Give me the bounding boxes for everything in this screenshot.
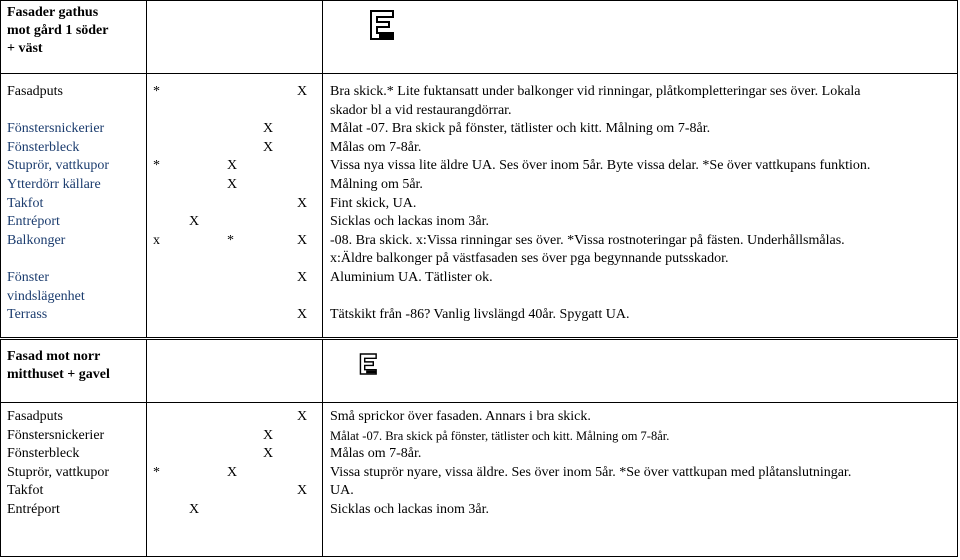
mark-asterisk: *: [153, 464, 160, 480]
row-label: Fönstersnickerier: [7, 427, 105, 443]
row-description: Vissa stuprör nyare, vissa äldre. Ses över inom 5år. *Se över vattkupan med plåtanslutningar.: [330, 464, 852, 480]
mark-x: X: [297, 232, 308, 248]
row-label: Stuprör, vattkupor: [7, 158, 110, 174]
table-row: [1, 213, 957, 231]
row-description: Målas om 7-8år.: [330, 139, 422, 155]
row-label: Fönsterbleck: [7, 139, 80, 155]
mark-x: X: [263, 121, 274, 137]
row-description: Fint skick, UA.: [330, 195, 417, 211]
facade-section-north: [0, 339, 958, 557]
row-label: Entréport: [7, 502, 60, 517]
section-heading: [7, 4, 137, 58]
table-row: [1, 232, 957, 250]
row-label: Entréport: [7, 214, 60, 230]
row-label: Stuprör, vattkupor: [7, 464, 110, 480]
row-label: Balkonger: [7, 232, 66, 248]
mark-x: X: [297, 409, 308, 424]
table-row: [1, 501, 957, 519]
row-description: UA.: [330, 483, 354, 499]
mark-x: X: [263, 446, 274, 462]
table-row: [1, 482, 957, 500]
heading-line: + väst: [7, 41, 43, 56]
row-description: Vissa nya vissa lite äldre UA. Ses över inom 5år. Byte vissa delar. *Se över vattkupans funktion.: [330, 158, 871, 174]
mark: X: [227, 464, 238, 480]
row-description: skador bl a vid restaurangdörrar.: [330, 102, 512, 118]
mark-x: X: [297, 84, 308, 99]
table-row: [1, 102, 957, 120]
mark-x: X: [189, 214, 200, 230]
row-description: Aluminium UA. Tätlister ok.: [330, 270, 493, 285]
row-label: vindslägenhet: [7, 288, 85, 304]
section-heading: [7, 348, 137, 384]
row-description: Bra skick.* Lite fuktansatt under balkonger vid rinningar, plåtkompletteringar ses över. Lokala: [330, 84, 861, 99]
document-logo-icon: [359, 352, 379, 376]
table-row: [1, 464, 957, 482]
mark-asterisk: *: [153, 158, 160, 174]
mark-x: X: [263, 139, 274, 155]
row-description: Målning om 5år.: [330, 177, 423, 192]
heading-line: mot gård 1 söder: [7, 23, 109, 38]
mark-x: X: [297, 270, 308, 285]
mark-x: X: [297, 195, 308, 211]
table-row: [1, 195, 957, 213]
row-description: Små sprickor över fasaden. Annars i bra skick.: [330, 409, 591, 424]
mark: *: [227, 232, 234, 248]
table-row: [1, 176, 957, 194]
table-row: [1, 139, 957, 157]
row-description: Sicklas och lackas inom 3år.: [330, 502, 490, 517]
table-row: [1, 427, 957, 445]
row-description: Sicklas och lackas inom 3år.: [330, 214, 490, 230]
row-label: Takfot: [7, 483, 44, 499]
mark-x-lower: x: [153, 232, 160, 248]
row-label: Terrass: [7, 307, 48, 323]
mark-x: X: [297, 483, 308, 499]
heading-line: Fasad mot norr: [7, 349, 101, 364]
row-description: Målat -07. Bra skick på fönster, tätlister och kitt. Målning om 7-8år.: [330, 121, 711, 137]
row-label: Takfot: [7, 195, 44, 211]
row-divider: [1, 402, 957, 403]
table-row: [1, 120, 957, 138]
row-label: Ytterdörr källare: [7, 177, 101, 192]
table-row: [1, 288, 957, 306]
table-row: [1, 157, 957, 175]
table-row: [1, 306, 957, 324]
row-description: x:Äldre balkonger på västfasaden ses över pga begynnande putsskador.: [330, 251, 729, 267]
row-label: Fönster: [7, 270, 49, 285]
document-logo-icon: [369, 9, 397, 41]
mark-x: X: [297, 307, 308, 323]
row-description: -08. Bra skick. x:Vissa rinningar ses över. *Vissa rostnoteringar på fästen. Underhållsmålas.: [330, 232, 845, 248]
heading-line: Fasader gathus: [7, 5, 99, 20]
mark: X: [227, 177, 238, 192]
mark-x: X: [189, 502, 200, 517]
heading-line: mitthuset + gavel: [7, 367, 110, 382]
table-row: [1, 250, 957, 268]
row-description: Målat -07. Bra skick på fönster, tätlister och kitt. Målning om 7-8år.: [330, 428, 670, 443]
row-label: Fasadputs: [7, 84, 63, 99]
mark-asterisk: *: [153, 84, 160, 99]
table-row: [1, 408, 957, 426]
table-row: [1, 83, 957, 101]
table-row: [1, 269, 957, 287]
row-description: Målas om 7-8år.: [330, 446, 422, 462]
table-row: [1, 445, 957, 463]
row-description: Tätskikt från -86? Vanlig livslängd 40år. Spygatt UA.: [330, 307, 630, 323]
row-label: Fasadputs: [7, 409, 63, 424]
row-label: Fönstersnickerier: [7, 121, 105, 137]
row-divider: [1, 73, 957, 74]
mark: X: [227, 158, 238, 174]
row-label: Fönsterbleck: [7, 446, 80, 462]
mark-x: X: [263, 427, 274, 443]
